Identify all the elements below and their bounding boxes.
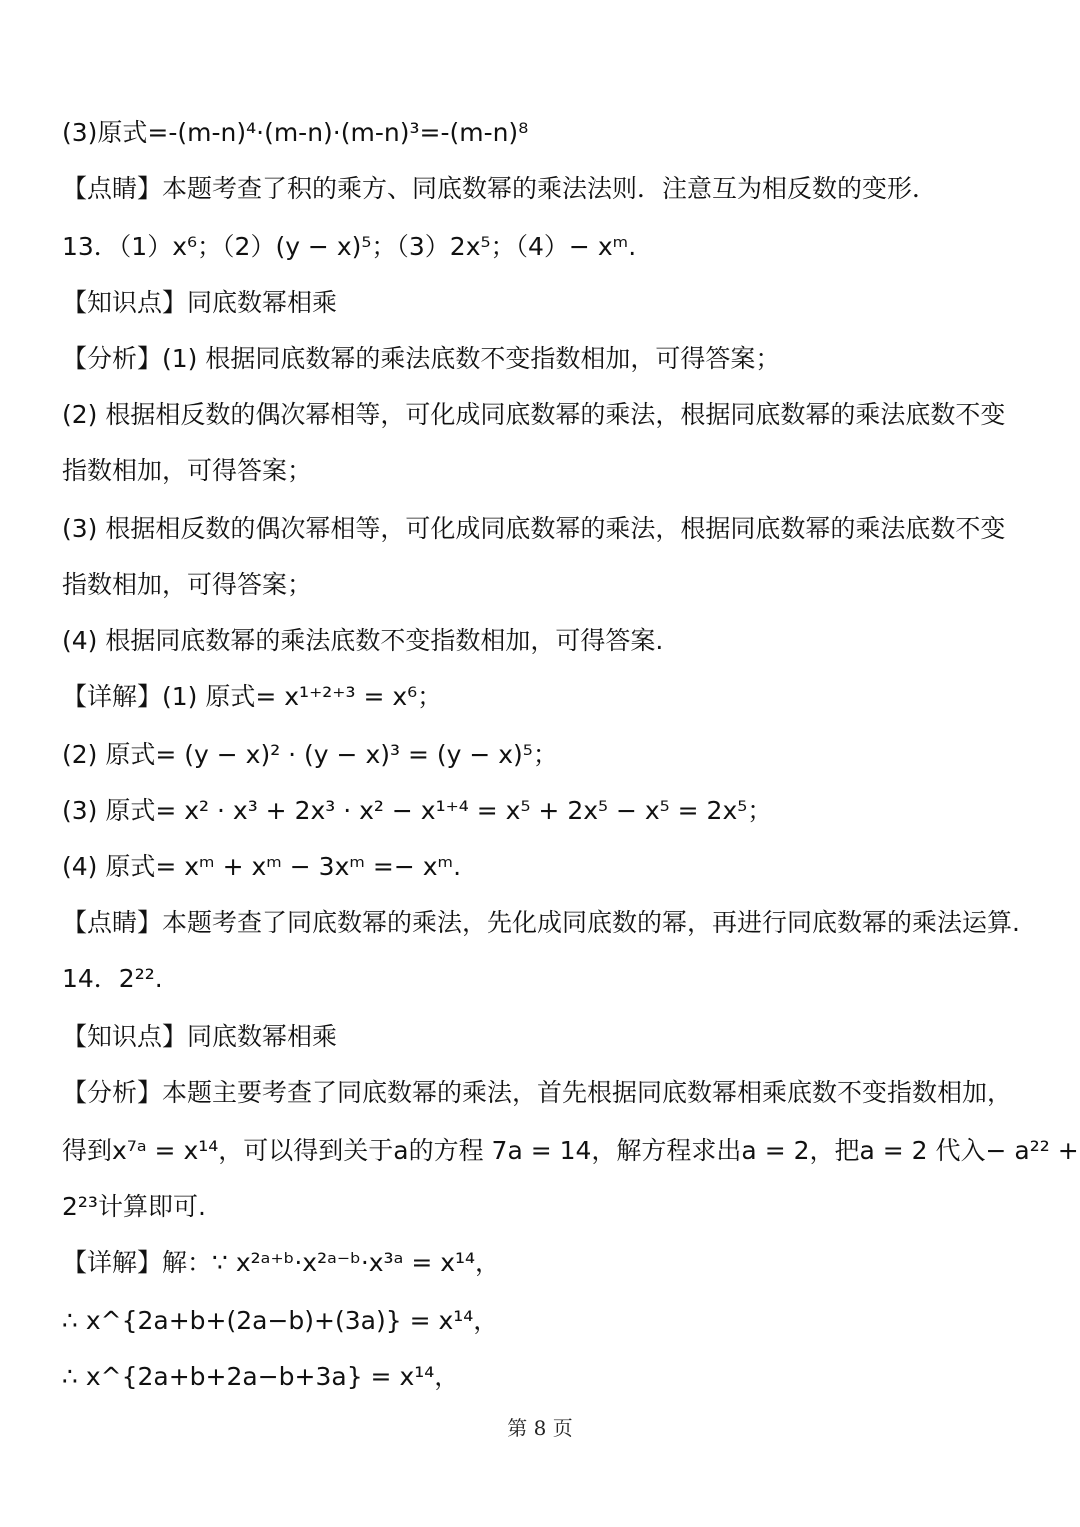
line-4: 【知识点】同底数幂相乘 bbox=[62, 288, 338, 317]
line-10: (4) 根据同底数幂的乘法底数不变指数相加，可得答案. bbox=[62, 626, 664, 655]
line-13: (3) 原式= x² · x³ + 2x³ · x² − x¹⁺⁴ = x⁵ + 2x⁵ − x⁵ = 2x⁵； bbox=[62, 796, 773, 825]
line-6: (2) 根据相反数的偶次幂相等，可化成同底数幂的乘法，根据同底数幂的乘法底数不变 bbox=[62, 400, 1006, 429]
line-21: 【详解】解：∵ x²ᵃ⁺ᵇ·x²ᵃ⁻ᵇ·x³ᵃ = x¹⁴， bbox=[62, 1248, 501, 1277]
line-19: 得到x⁷ᵃ = x¹⁴，可以得到关于a的方程 7a = 14，解方程求出a = 2，把a = 2 代入− a²² + bbox=[62, 1136, 1079, 1165]
line-18: 【分析】本题主要考查了同底数幂的乘法，首先根据同底数幂相乘底数不变指数相加， bbox=[62, 1078, 1013, 1107]
line-8: (3) 根据相反数的偶次幂相等，可化成同底数幂的乘法，根据同底数幂的乘法底数不变 bbox=[62, 514, 1006, 543]
line-23: ∴ x^{2a+b+2a−b+3a} = x¹⁴， bbox=[62, 1362, 460, 1391]
line-22: ∴ x^{2a+b+(2a−b)+(3a)} = x¹⁴， bbox=[62, 1306, 499, 1335]
line-11: 【详解】(1) 原式= x¹⁺²⁺³ = x⁶； bbox=[62, 682, 443, 711]
line-14: (4) 原式= xᵐ + xᵐ − 3xᵐ =− xᵐ. bbox=[62, 852, 462, 881]
line-2: 【点睛】本题考查了积的乘方、同底数幂的乘法法则．注意互为相反数的变形． bbox=[62, 174, 938, 203]
line-5: 【分析】(1) 根据同底数幂的乘法底数不变指数相加，可得答案； bbox=[62, 344, 781, 373]
page-number: 第 8 页 bbox=[507, 1416, 573, 1440]
line-17: 【知识点】同底数幂相乘 bbox=[62, 1022, 338, 1051]
line-15: 【点睛】本题考查了同底数幂的乘法，先化成同底数的幂，再进行同底数幂的乘法运算. bbox=[62, 908, 1020, 937]
line-20: 2²³计算即可. bbox=[62, 1192, 206, 1221]
line-3: 13．（1）x⁶；（2）(y − x)⁵；（3）2x⁵；（4）− xᵐ. bbox=[62, 232, 637, 261]
line-7: 指数相加，可得答案； bbox=[62, 456, 313, 485]
line-16: 14．2²². bbox=[62, 964, 163, 993]
line-9: 指数相加，可得答案； bbox=[62, 570, 313, 599]
line-1: (3)原式=-(m-n)⁴·(m-n)·(m-n)³=-(m-n)⁸ bbox=[62, 118, 529, 147]
line-12: (2) 原式= (y − x)² · (y − x)³ = (y − x)⁵； bbox=[62, 740, 558, 769]
